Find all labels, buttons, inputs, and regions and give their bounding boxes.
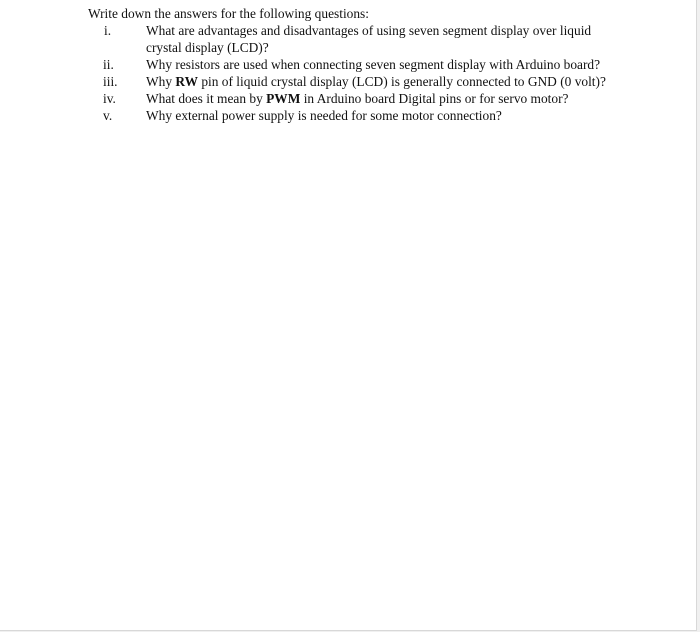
question-text-pre: Why [146, 74, 176, 89]
question-number: v. [103, 108, 113, 123]
question-text: Why resistors are used when connecting seven segment display with Arduino board? [146, 57, 601, 72]
instructions-heading: Write down the answers for the following questions: [88, 6, 369, 21]
document-body [88, 5, 648, 124]
question-text-bold: RW [175, 74, 198, 89]
question-text-post: pin of liquid crystal display (LCD) is generally connected to GND (0 volt)? [197, 74, 606, 89]
question-text-line: crystal display (LCD)? [146, 40, 269, 55]
question-item [88, 73, 648, 90]
question-text-pre: What does it mean by [146, 91, 267, 106]
question-text-bold: PWM [266, 91, 301, 106]
question-item [88, 56, 648, 73]
question-item [88, 90, 648, 107]
question-text-line: What are advantages and disadvantages of using seven segment display over liquid [146, 23, 592, 38]
question-item [88, 107, 648, 124]
question-number: iii. [103, 74, 118, 89]
question-text [146, 90, 648, 107]
question-text-post: in Arduino board Digital pins or for servo motor? [300, 91, 569, 106]
question-list [88, 22, 648, 124]
question-text [146, 73, 648, 90]
question-number: ii. [103, 57, 114, 72]
question-item [88, 22, 648, 56]
question-number: i. [104, 23, 112, 38]
question-number: iv. [103, 91, 116, 106]
question-text: Why external power supply is needed for some motor connection? [146, 108, 502, 123]
